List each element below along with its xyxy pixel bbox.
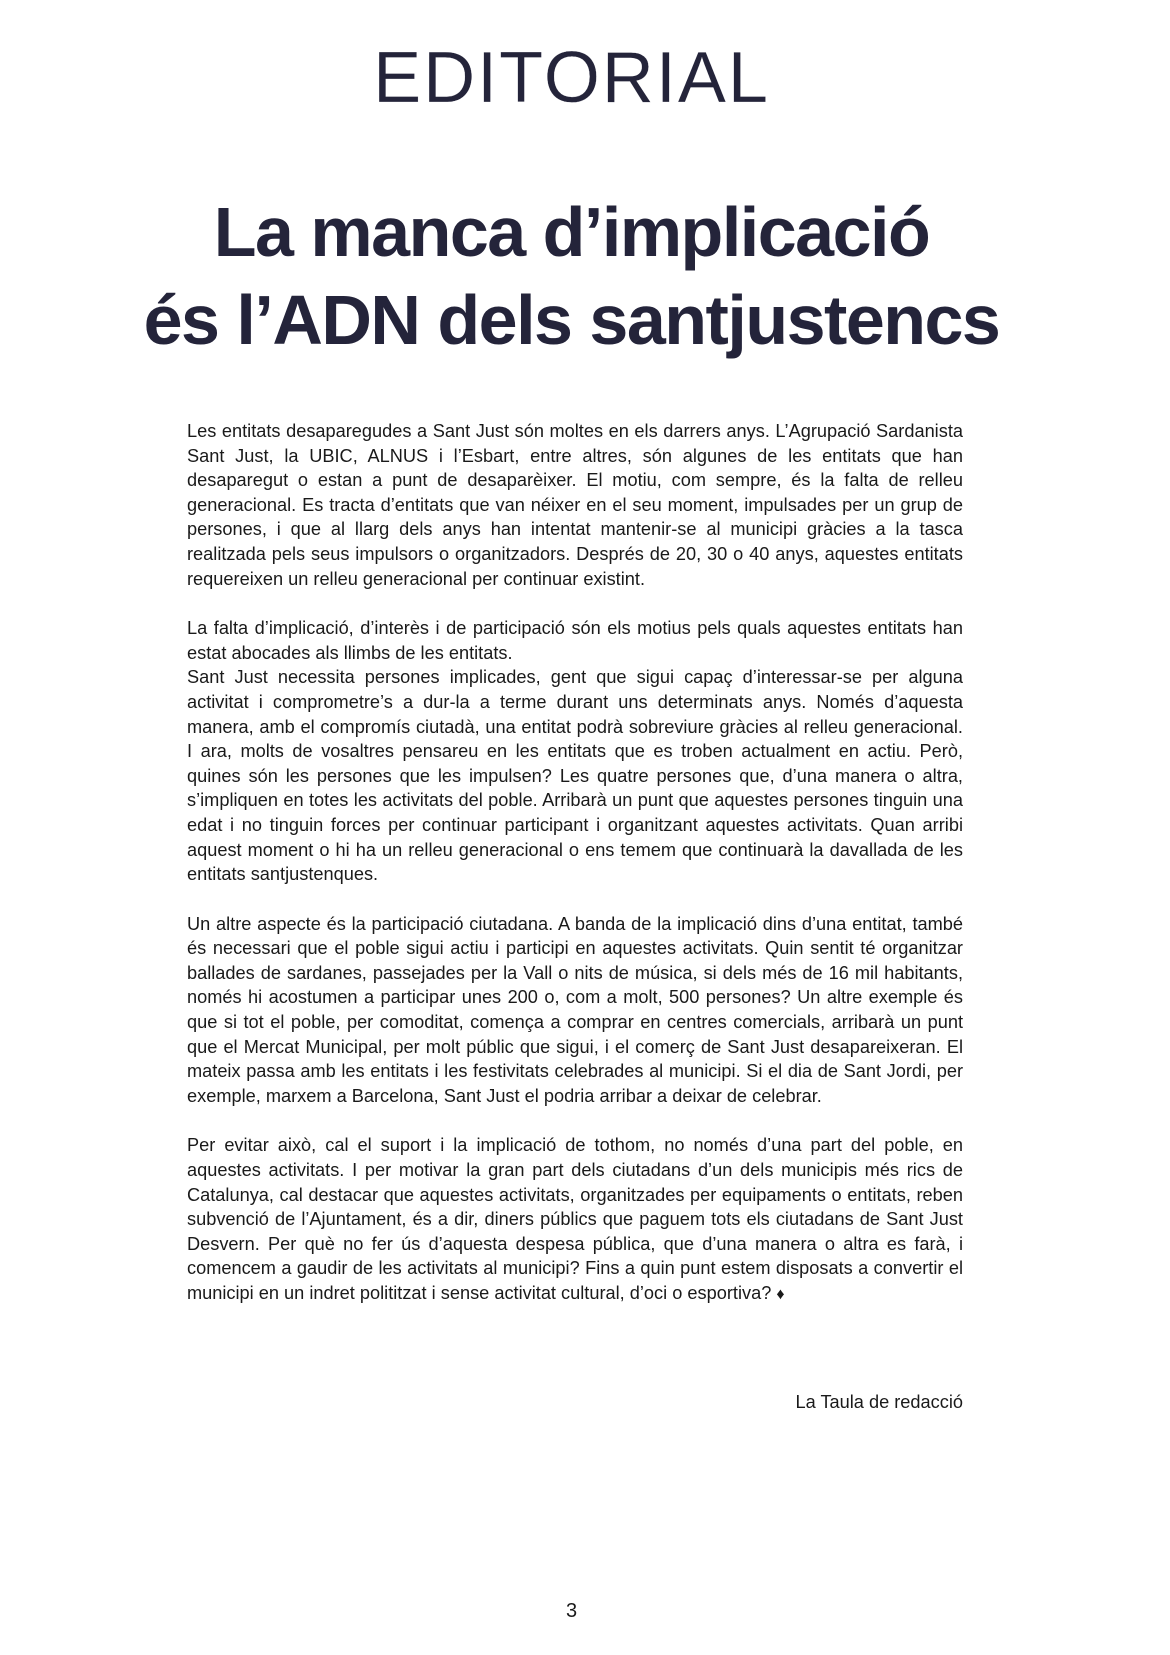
paragraph-4: Un altre aspecte és la participació ciutadana. A banda de la implicació dins d’una entitat, també és necessari que el poble sigui actiu i participi en aquestes activitats. Quin sentit té organitzar ballades de sardanes, passejades per la Vall o nits de música, si dels més de 16 mil habitants, només hi acostumen a participar unes 200 o, com a molt, 500 persones? Un altre exemple és que si tot el poble, per comoditat, comença a comprar en centres comercials, arribarà un punt que el Mercat Municipal, per molt públic que sigui, i el comerç de Sant Just desapareixeran. El mateix passa amb les entitats i les festivitats celebrades al municipi. Si el dia de Sant Jordi, per exemple, marxem a Barcelona, Sant Just el podria arribar a deixar de celebrar. — [187, 913, 963, 1106]
paragraph-5 — [187, 1133, 963, 1307]
author-signature: La Taula de redacció — [795, 1392, 963, 1412]
article-headline — [0, 188, 1143, 364]
article-body — [187, 419, 963, 1308]
headline-line-2: és l’ADN dels santjustencs — [143, 281, 1000, 359]
headline-line-1: La manca d’implicació — [213, 193, 930, 271]
diamond-icon: ♦ — [776, 1286, 785, 1303]
section-label: EDITORIAL — [373, 38, 770, 118]
paragraph-5-text: Per evitar això, cal el suport i la implicació de tothom, no només d’una part del poble, en aquestes activitats. I per motivar la gran part dels ciutadans d’un dels municipis més rics de Catalunya, cal destacar que aquestes activitats, organitzades per equipaments o entitats, reben subvenció de l’Ajuntament, és a dir, diners públics que paguem tots els ciutadans de Sant Just Desvern. Per què no fer ús d’aquesta despesa pública, que d’una manera o altra es farà, i comencem a gaudir de les activitats al municipi? Fins a quin punt estem disposats a convertir el municipi en un indret polititzat i sense activitat cultural, d’oci o esportiva? — [187, 1135, 963, 1303]
page-number: 3 — [565, 1600, 578, 1622]
paragraph-1: Les entitats desaparegudes a Sant Just són moltes en els darrers anys. L’Agrupació Sardanista Sant Just, la UBIC, ALNUS i l’Esbart, entre altres, són algunes de les entitats que han desaparegut o estan a punt de desaparèixer. El motiu, com sempre, és la falta de relleu generacional. Es tracta d’entitats que van néixer en el seu moment, impulsades per un grup de persones, i que al llarg dels anys han intentat mantenir-se al municipi gràcies a la tasca realitzada pels seus impulsors o organitzadors. Després de 20, 30 o 40 anys, aquestes entitats requereixen un relleu generacional per continuar existint. — [187, 421, 963, 589]
paragraph-2: La falta d’implicació, d’interès i de participació són els motius pels quals aquestes entitats han estat abocades als llimbs de les entitats. — [187, 618, 963, 663]
paragraph-3: Sant Just necessita persones implicades, gent que sigui capaç d’interessar-se per alguna activitat i comprometre’s a dur-la a terme durant uns determinats anys. Només d’aquesta manera, amb el compromís ciutadà, una entitat podrà sobreviure gràcies al relleu generacional. I ara, molts de vosaltres pensareu en les entitats que es troben actualment en actiu. Però, quines són les persones que les impulsen? Les quatre persones que, d’una manera o altra, s’impliquen en totes les activitats del poble. Arribarà un punt que aquestes persones tinguin una edat i no tinguin forces per continuar participant i organitzant aquestes activitats. Quan arribi aquest moment o hi ha un relleu generacional o ens temem que continuarà la davallada de les entitats santjustenques. — [187, 667, 963, 885]
